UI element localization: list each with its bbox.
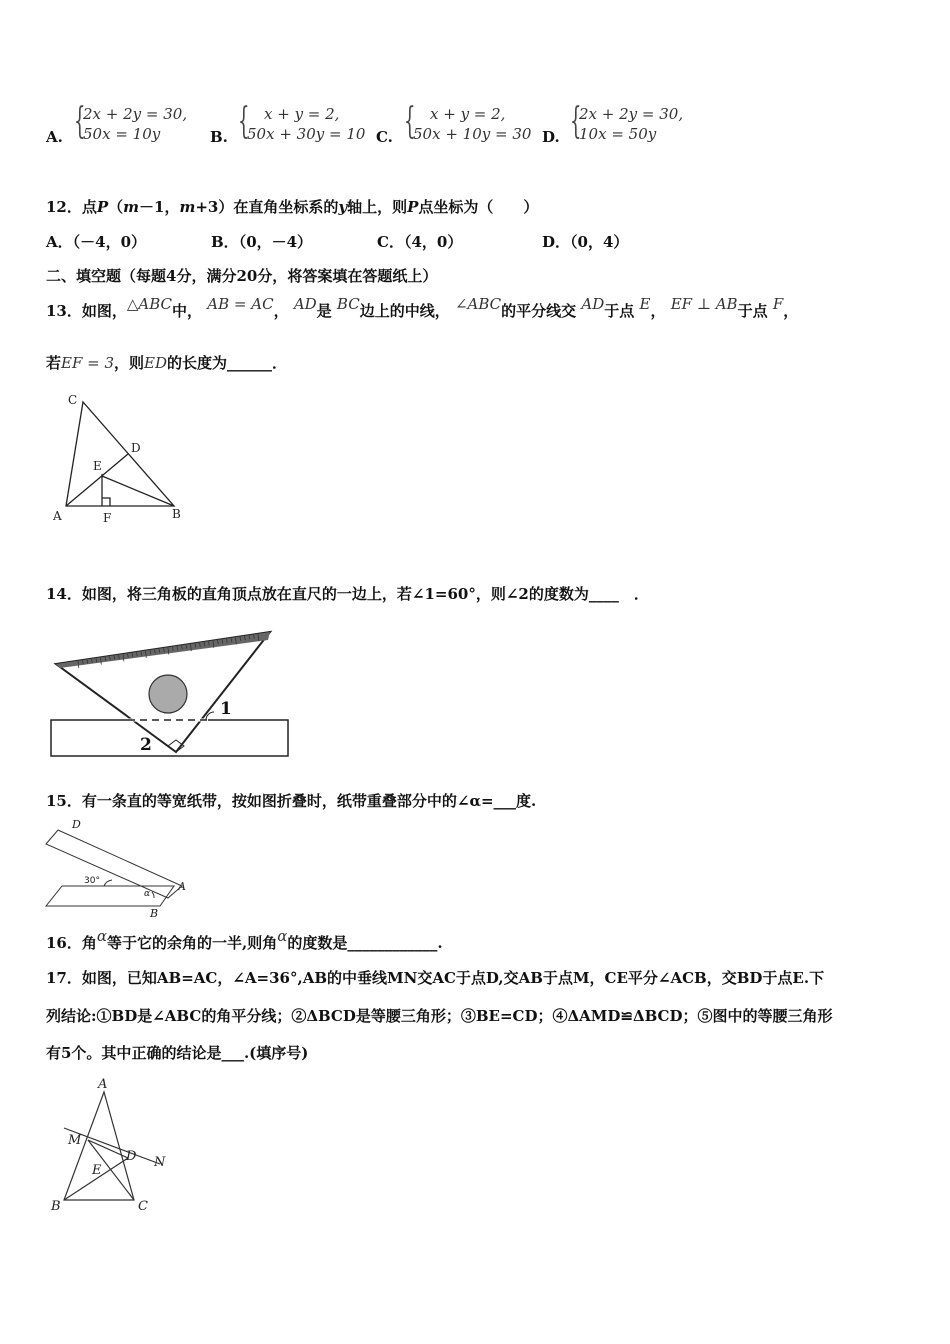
q17-label-b: B [51,1199,61,1214]
q17-label-m: M [68,1133,82,1148]
q15-angle30-arc [104,880,112,886]
q12-option-a: A．（－4，0） [46,233,147,251]
q15-figure [44,818,184,922]
q16-stem: 16．角α等于它的余角的一半,则角α的度数是____________. [46,927,443,952]
q11-option-a-eq2: 50x = 10y [83,125,161,143]
q14-label-1: 1 [220,699,232,719]
q15-label-alpha: α [144,889,151,899]
q14-hole-circle [149,675,187,713]
q14-figure [48,628,298,763]
q11-option-d-eq1: 2x + 2y = 30, [579,105,684,123]
q15-label-b: B [150,907,159,920]
q11-option-c-eq2: 50x + 10y = 30 [413,125,532,143]
q13-triangle-abc [66,402,174,506]
q13-label-a: A [53,509,62,523]
q12-option-b: B．（0，－4） [211,233,313,251]
q15-label-d: D [72,818,81,831]
q17-figure [48,1074,178,1216]
q13-label-d: D [131,441,141,455]
q11-option-b-letter: B. [210,128,228,146]
q13-label-e: E [93,459,102,473]
q14-scale-band [56,632,270,668]
q13-right-angle-mark [102,498,110,506]
q17-label-e: E [92,1163,102,1178]
q11-option-a-eq1: 2x + 2y = 30, [83,105,188,123]
q15-alpha-arc [152,892,154,898]
q15-folded-strip [46,830,182,898]
q14-stem: 14．如图，将三角板的直角顶点放在直尺的一边上，若∠1=60°，则∠2的度数为____ ． [46,585,649,603]
section-heading-fill-in: 二、填空题（每题4分，满分20分，将答案填在答题纸上） [46,267,438,285]
q17-label-n: N [154,1155,166,1170]
q11-option-b-eq1: x + y = 2, [264,105,340,123]
q13-label-f: F [103,511,112,525]
q15-stem: 15．有一条直的等宽纸带，按如图折叠时，纸带重叠部分中的∠α=___度. [46,792,537,810]
q14-label-2: 2 [140,735,152,755]
q11-option-b-eq2: 50x + 30y = 10 [247,125,366,143]
q12-option-d: D．（0，4） [542,233,629,251]
q13-stem-line2: 若EF = 3，则ED的长度为______． [46,354,288,372]
q17-stem-line3: 有5个。其中正确的结论是___.(填序号) [46,1044,309,1062]
q13-line-be [102,476,174,506]
q13-figure [50,390,190,530]
q15-label-30deg: 30° [84,876,100,886]
q11-option-c-letter: C. [376,128,393,146]
q15-base-strip [46,886,174,906]
q17-label-d: D [126,1149,137,1164]
q17-stem-line1: 17．如图，已知AB=AC，∠A=36°,AB的中垂线MN交AC于点D,交AB于点M，CE平分∠ACB，交BD于点E.下 [46,969,825,987]
q11-option-a-letter: A. [46,128,63,146]
q13-stem-line1: 13．如图，△ABC中， AB = AC， AD是 BC边上的中线， ∠ABC的平分线交 AD于点 E， EF ⊥ AB于点 F， [46,295,799,320]
q13-label-c: C [68,393,78,407]
q17-label-a: A [98,1077,108,1092]
q17-label-c: C [138,1199,148,1214]
q12-option-c: C．（4，0） [377,233,463,251]
q12-stem: 12．点P（m－1，m+3）在直角坐标系的y轴上，则P点坐标为（ ） [46,198,539,216]
q13-label-b: B [172,507,181,521]
q14-ruler [51,720,288,756]
q11-option-d-letter: D. [542,128,560,146]
q17-line-md [88,1140,128,1158]
q11-option-c-eq1: x + y = 2, [430,105,506,123]
q11-option-d-eq2: 10x = 50y [579,125,657,143]
q17-stem-line2: 列结论:①BD是∠ABC的角平分线；②ΔBCD是等腰三角形；③BE=CD；④ΔAMD≌ΔBCD；⑤图中的等腰三角形 [46,1007,833,1025]
q15-label-a: A [178,880,186,893]
